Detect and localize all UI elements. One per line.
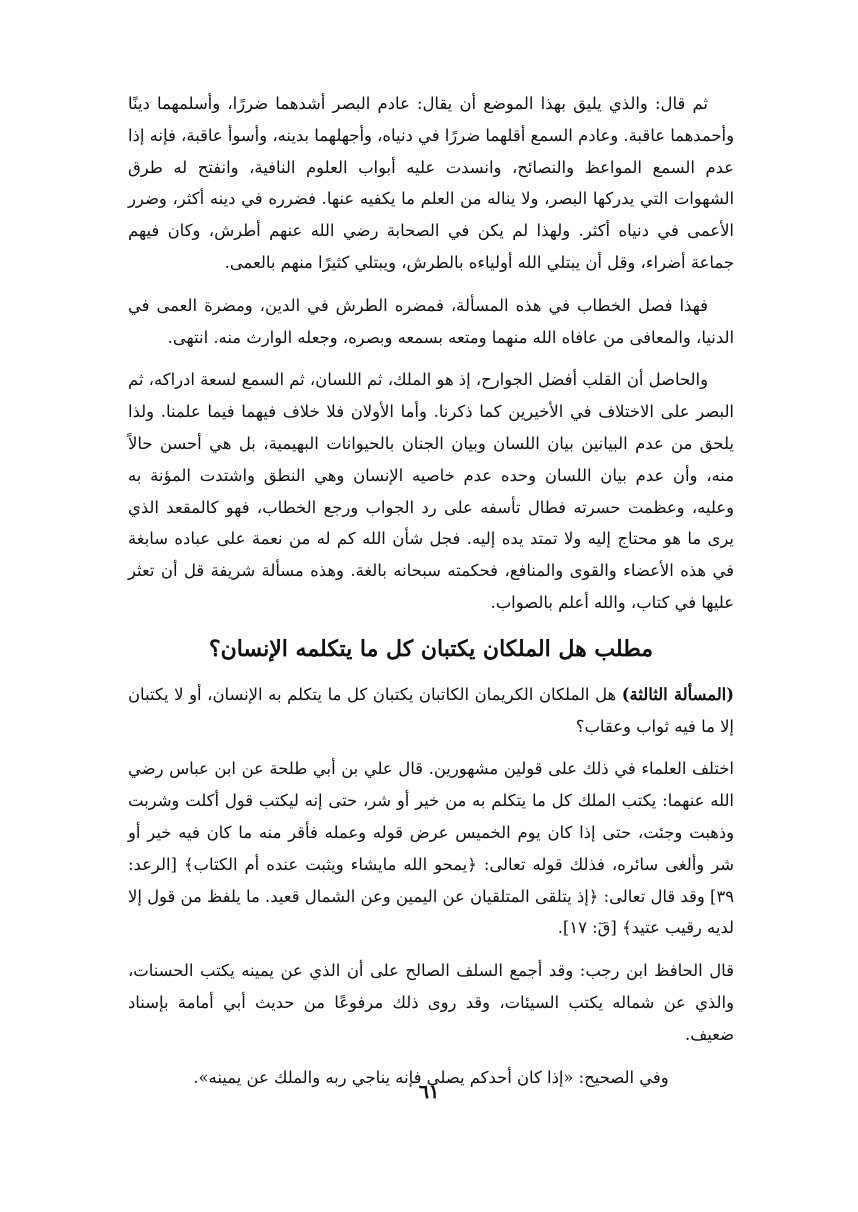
paragraph-conclusion: فهذا فصل الخطاب في هذه المسألة، فمضره الطرش في الدين، ومضرة العمى في الدنيا، والمعافى من عافاه الله منهما ومتعه بسمعه وبصره، وجعله الوارث منه. انتهى. bbox=[128, 295, 734, 347]
paragraph-summary-organs: والحاصل أن القلب أفضل الجوارح، إذ هو الملك، ثم اللسان، ثم السمع لسعة ادراكه، ثم البصر على الاختلاف في الأخيرين كما ذكرنا. وأما الأولان فلا خلاف فيهما فيما علمنا. ولذا يلحق من عدم البيانين بيان اللسان وبيان الجنان بالحيوانات البهيمية، بل هي أحسن حالاً منه، وأن عدم بيان اللسان وحده عدم خاصيه الإنسان وهي النطق واشتدت المؤنة به وعليه، وعظمت حسرته فطال تأسفه على رد الجواب ورجع الخطاب، فهو كالمقعد الذي يرى ما هو محتاج إليه ولا تمتد يده إليه. فجل شأن الله كم له من نعمة على عباده سابغة في هذه الأعضاء والقوى والمنافع، فحكمته سبحانه بالغة. وهذه مسألة شريفة قل أن تعثر عليها في كتاب، والله أعلم بالصواب. bbox=[128, 370, 734, 612]
question-label: (المسألة الثالثة) bbox=[621, 684, 734, 704]
paragraph-blind-deaf-comparison: ثم قال: والذي يليق بهذا الموضع أن يقال: عادم البصر أشدهما ضررًا، وأسلمهما دينًا وأحمدهما عاقبة. وعادم السمع أقلهما ضررًا في دنياه، وأجهلهما بدينه، وأسوأ عاقبة، فإنه إذا عدم السمع المواعظ والنصائح، وانسدت عليه أبواب العلوم النافية، وانفتح له طرق الشهوات التي يدركها البصر، ولا يناله من العلم ما يكفيه عنها. فضرره في دينه أكثر، وضرر الأعمى في دنياه أكثر. ولهذا لم يكن في الصحابة رضي الله عنهم أطرش، وكان فيهم جماعة أضراء، وقل أن يبتلي الله أولياءه بالطرش، ويبتلي كثيرًا منهم بالعمى. bbox=[128, 94, 734, 272]
paragraph-question bbox=[128, 679, 734, 743]
section-heading: مطلب هل الملكان يكتبان كل ما يتكلمه الإنسان؟ bbox=[208, 635, 654, 662]
paragraph-scholars-opinions: اختلف العلماء في ذلك على قولين مشهورين. قال علي بن أبي طلحة عن ابن عباس رضي الله عنهما: يكتب الملك كل ما يتكلم به من خير أو شر، حتى إنه ليكتب قول أكلت وشربت وذهبت وجئت، حتى إذا كان يوم الخميس عرض قوله وعمله فأقر منه ما كان فيه خير أو شر وألغى سائره، فذلك قوله تعالى: ﴿يمحو الله مايشاء ويثبت عنده أم الكتاب﴾ [الرعد: ٣٩] وقد قال تعالى: ﴿إذ يتلقى المتلقيان عن اليمين وعن الشمال قعيد. ما يلفظ من قول إلا لديه رقيب عتيد﴾ [قٓ: ١٧]. bbox=[128, 759, 734, 938]
paragraph-sahih-hadith: وفي الصحيح: «إذا كان أحدكم يصلي فإنه يناجي ربه والملك عن يمينه». bbox=[193, 1067, 669, 1087]
paragraph-ibn-rajab: قال الحافظ ابن رجب: وقد أجمع السلف الصالح على أن الذي عن يمينه يكتب الحسنات، والذي عن شماله يكتب السيئات، وقد روى ذلك مرفوعًا من حديث أبي أمامة بإسناد ضعيف. bbox=[128, 961, 734, 1044]
question-text: هل الملكان الكريمان الكاتبان يكتبان كل ما يتكلم به الإنسان، أو لا يكتبان إلا ما فيه ثواب وعقاب؟ bbox=[128, 684, 734, 736]
page-number: ٦١ bbox=[418, 1081, 440, 1103]
